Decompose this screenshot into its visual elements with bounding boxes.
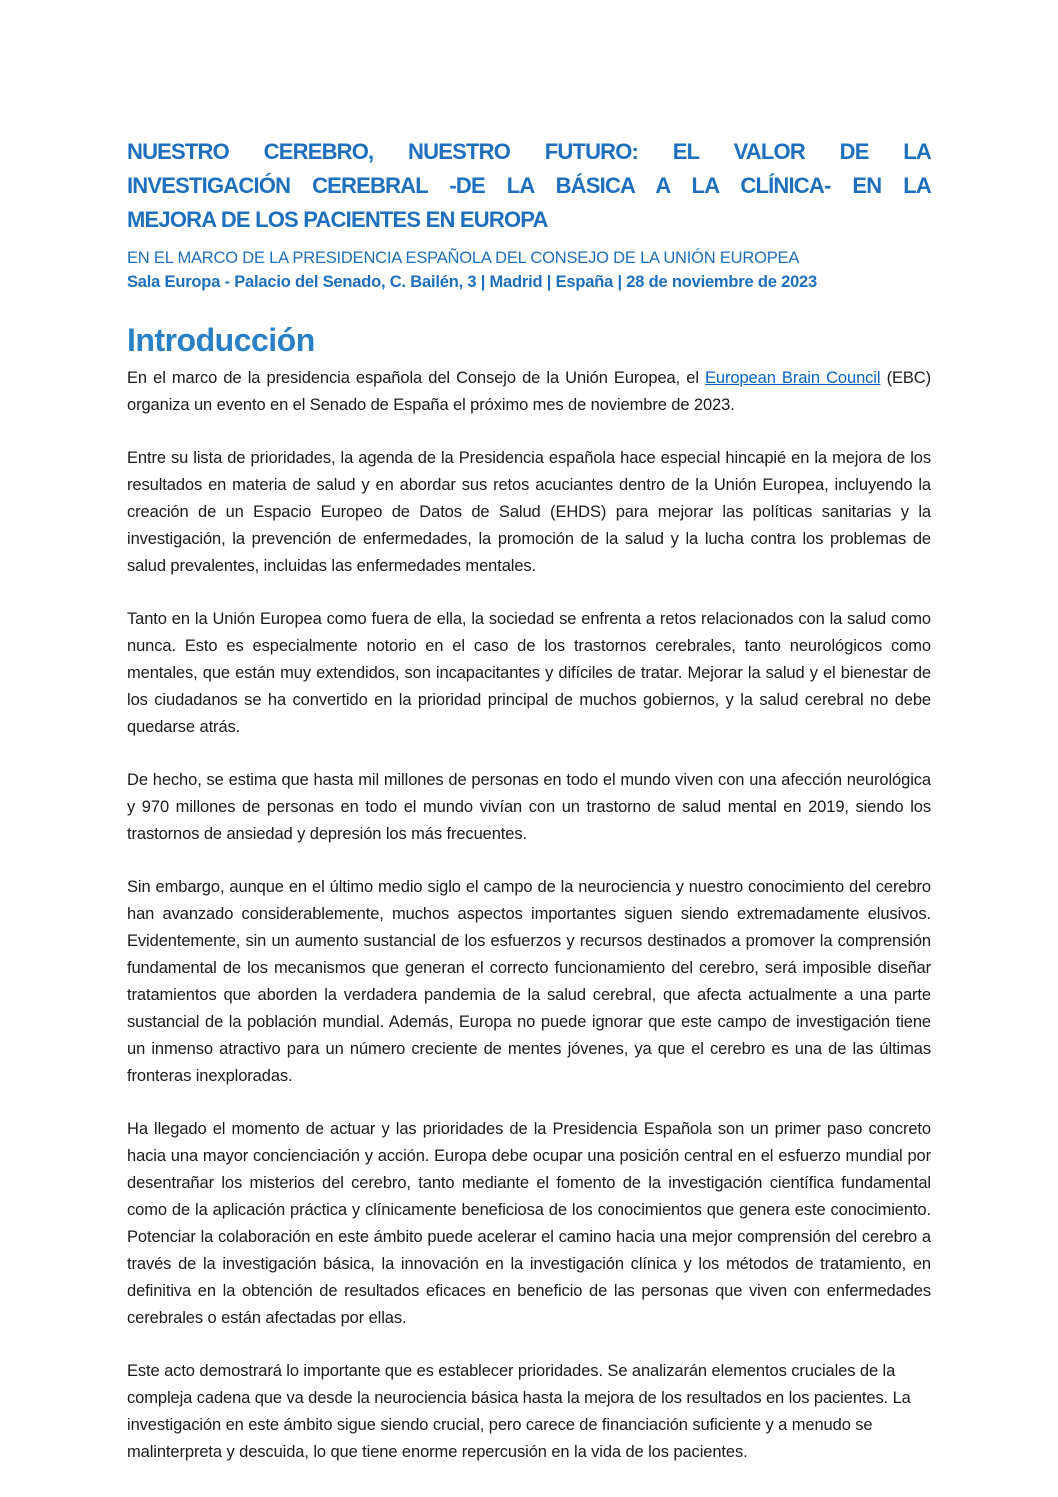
- document-title-line-2: INVESTIGACIÓN CEREBRAL -DE LA BÁSICA A LA CLÍNICA- EN LA: [127, 173, 931, 198]
- body-paragraph-2: Tanto en la Unión Europea como fuera de ella, la sociedad se enfrenta a retos relacionados con la salud como nunca. Esto es especialmente notorio en el caso de los trastornos cerebrales, tanto neurológicos como mentales, que están muy extendidos, son incapacitantes y difíciles de tratar. Mejorar la salud y el bienestar de los ciudadanos se ha convertido en la prioridad principal de muchos gobiernos, y la salud cerebral no debe quedarse atrás.: [127, 610, 931, 736]
- document-title-line-1: NUESTRO CEREBRO, NUESTRO FUTURO: EL VALOR DE LA: [127, 139, 931, 164]
- event-details: Sala Europa - Palacio del Senado, C. Bailén, 3 | Madrid | España | 28 de noviembre de 2023: [127, 273, 818, 291]
- intro-paragraph-after-link: (EBC) organiza un evento en el Senado de España el próximo mes de noviembre de 2023.: [127, 369, 931, 414]
- section-heading-introduccion: Introducción: [127, 322, 315, 358]
- intro-paragraph: [127, 365, 931, 419]
- body-paragraph-3: De hecho, se estima que hasta mil millones de personas en todo el mundo viven con una afección neurológica y 970 millones de personas en todo el mundo vivían con un trastorno de salud mental en 2019, siendo los trastornos de ansiedad y depresión los más frecuentes.: [127, 771, 931, 843]
- document-title-line-3: MEJORA DE LOS PACIENTES EN EUROPA: [127, 207, 548, 232]
- document-subtitle: EN EL MARCO DE LA PRESIDENCIA ESPAÑOLA DEL CONSEJO DE LA UNIÓN EUROPEA: [127, 249, 800, 267]
- intro-paragraph-before-link: En el marco de la presidencia española del Consejo de la Unión Europea, el: [127, 369, 706, 387]
- body-paragraph-6: Este acto demostrará lo importante que es establecer prioridades. Se analizarán elementos cruciales de la compleja cadena que va desde la neurociencia básica hasta la mejora de los resultados en los pacientes. La investigación en este ámbito sigue siendo crucial, pero carece de financiación suficiente y a menudo se malinterpreta y descuida, lo que tiene enorme repercusión en la vida de los pacientes.: [127, 1362, 911, 1461]
- european-brain-council-link[interactable]: European Brain Council: [705, 369, 881, 387]
- body-paragraph-1: Entre su lista de prioridades, la agenda de la Presidencia española hace especial hincapié en la mejora de los resultados en materia de salud y en abordar sus retos acuciantes dentro de la Unión Europea, incluyendo la creación de un Espacio Europeo de Datos de Salud (EHDS) para mejorar las políticas sanitarias y la investigación, la prevención de enfermedades, la promoción de la salud y la lucha contra los problemas de salud prevalentes, incluidas las enfermedades mentales.: [127, 449, 931, 575]
- document-title: [127, 135, 931, 237]
- body-paragraph-4: Sin embargo, aunque en el último medio siglo el campo de la neurociencia y nuestro conocimiento del cerebro han avanzado considerablemente, muchos aspectos importantes siguen siendo extremadamente elusivos. Evidentemente, sin un aumento sustancial de los esfuerzos y recursos destinados a promover la comprensión fundamental de los mecanismos que generan el correcto funcionamiento del cerebro, será imposible diseñar tratamientos que aborden la verdadera pandemia de la salud cerebral, que afecta actualmente a una parte sustancial de la población mundial. Además, Europa no puede ignorar que este campo de investigación tiene un inmenso atractivo para un número creciente de mentes jóvenes, ya que el cerebro es una de las últimas fronteras inexploradas.: [127, 878, 931, 1085]
- body-paragraph-5: Ha llegado el momento de actuar y las prioridades de la Presidencia Española son un primer paso concreto hacia una mayor concienciación y acción. Europa debe ocupar una posición central en el esfuerzo mundial por desentrañar los misterios del cerebro, tanto mediante el fomento de la investigación científica fundamental como de la aplicación práctica y clínicamente beneficiosa de los conocimientos que genera este conocimiento. Potenciar la colaboración en este ámbito puede acelerar el camino hacia una mejor comprensión del cerebro a través de la investigación básica, la innovación en la investigación clínica y los métodos de tratamiento, en definitiva en la obtención de resultados eficaces en beneficio de las personas que viven con enfermedades cerebrales o están afectadas por ellas.: [127, 1120, 931, 1327]
